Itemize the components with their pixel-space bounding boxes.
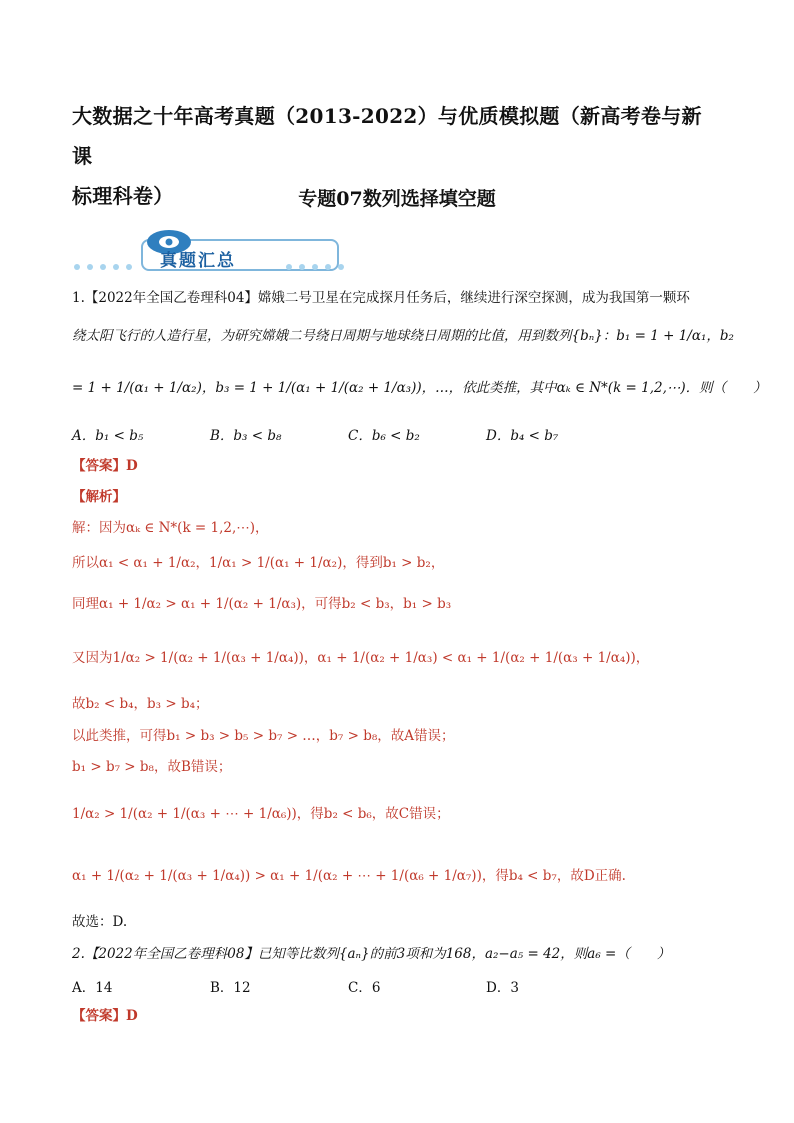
q1-option-b: B．b₃ < b₈: [210, 428, 282, 444]
q1-stem-line-3: = 1 + 1/(α₁ + 1/α₂)，b₃ = 1 + 1/(α₁ + 1/(α₂ + 1/α₃))，…，依此类推，其中αₖ ∈ N*(k = 1,2,⋯)．则（ ）: [72, 380, 767, 396]
q1-option-a: A．b₁ < b₅: [72, 428, 144, 444]
q1-solution-line: 故b₂ < b₄，b₃ > b₄；: [72, 696, 209, 712]
q1-solution-line: b₁ > b₇ > b₈，故B错误；: [72, 759, 232, 775]
q2-option-d: D．3: [486, 980, 519, 996]
banner-title: 真题汇总: [160, 251, 236, 271]
q1-answer: 【答案】D: [72, 458, 138, 474]
q1-solution-line: 解：因为αₖ ∈ N*(k = 1,2,⋯)，: [72, 520, 269, 536]
q1-stem-line-2: 绕太阳飞行的人造行星，为研究嫦娥二号绕日周期与地球绕日周期的比值，用到数列{bₙ}：b₁ = 1 + 1/α₁，b₂: [72, 328, 734, 344]
q1-solution-conclusion: 故选：D.: [72, 914, 128, 930]
q1-solution-line: 1/α₂ > 1/(α₂ + 1/(α₃ + ⋯ + 1/α₆))，得b₂ < b₆，故C错误；: [72, 806, 450, 822]
title-line-1: 大数据之十年高考真题（2013-2022）与优质模拟题（新高考卷与新课: [72, 104, 702, 168]
banner-dots-right: [286, 264, 344, 270]
q1-option-d: D．b₄ < b₇: [486, 428, 559, 444]
q1-analysis-label: 【解析】: [72, 489, 126, 505]
q1-option-c: C．b₆ < b₂: [348, 428, 420, 444]
q1-solution-line: α₁ + 1/(α₂ + 1/(α₃ + 1/α₄)) > α₁ + 1/(α₂ + ⋯ + 1/(α₆ + 1/α₇))，得b₄ < b₇，故D正确.: [72, 868, 626, 884]
topic-subtitle: 专题07数列选择填空题: [298, 188, 496, 210]
q2-option-c: C．6: [348, 980, 381, 996]
q2-stem: 2.【2022年全国乙卷理科08】已知等比数列{aₙ}的前3项和为168，a₂−a₅ = 42，则a₆ =（ ）: [72, 946, 671, 962]
q2-answer: 【答案】D: [72, 1008, 138, 1024]
title-line-2: 标理科卷）: [72, 184, 174, 208]
q2-option-b: B．12: [210, 980, 251, 996]
q1-solution-line: 同理α₁ + 1/α₂ > α₁ + 1/(α₂ + 1/α₃)，可得b₂ < b₃，b₁ > b₃: [72, 596, 452, 612]
q1-solution-line: 又因为1/α₂ > 1/(α₂ + 1/(α₃ + 1/α₄))，α₁ + 1/(α₂ + 1/α₃) < α₁ + 1/(α₂ + 1/(α₃ + 1/α₄))，: [72, 650, 650, 666]
q2-option-a: A．14: [72, 980, 113, 996]
q1-solution-line: 所以α₁ < α₁ + 1/α₂，1/α₁ > 1/(α₁ + 1/α₂)，得到b₁ > b₂，: [72, 555, 445, 571]
q1-stem-line-1: 1.【2022年全国乙卷理科04】嫦娥二号卫星在完成探月任务后，继续进行深空探测，成为我国第一颗环: [72, 290, 690, 306]
q1-solution-line: 以此类推，可得b₁ > b₃ > b₅ > b₇ > …，b₇ > b₈，故A错误；: [72, 728, 455, 744]
